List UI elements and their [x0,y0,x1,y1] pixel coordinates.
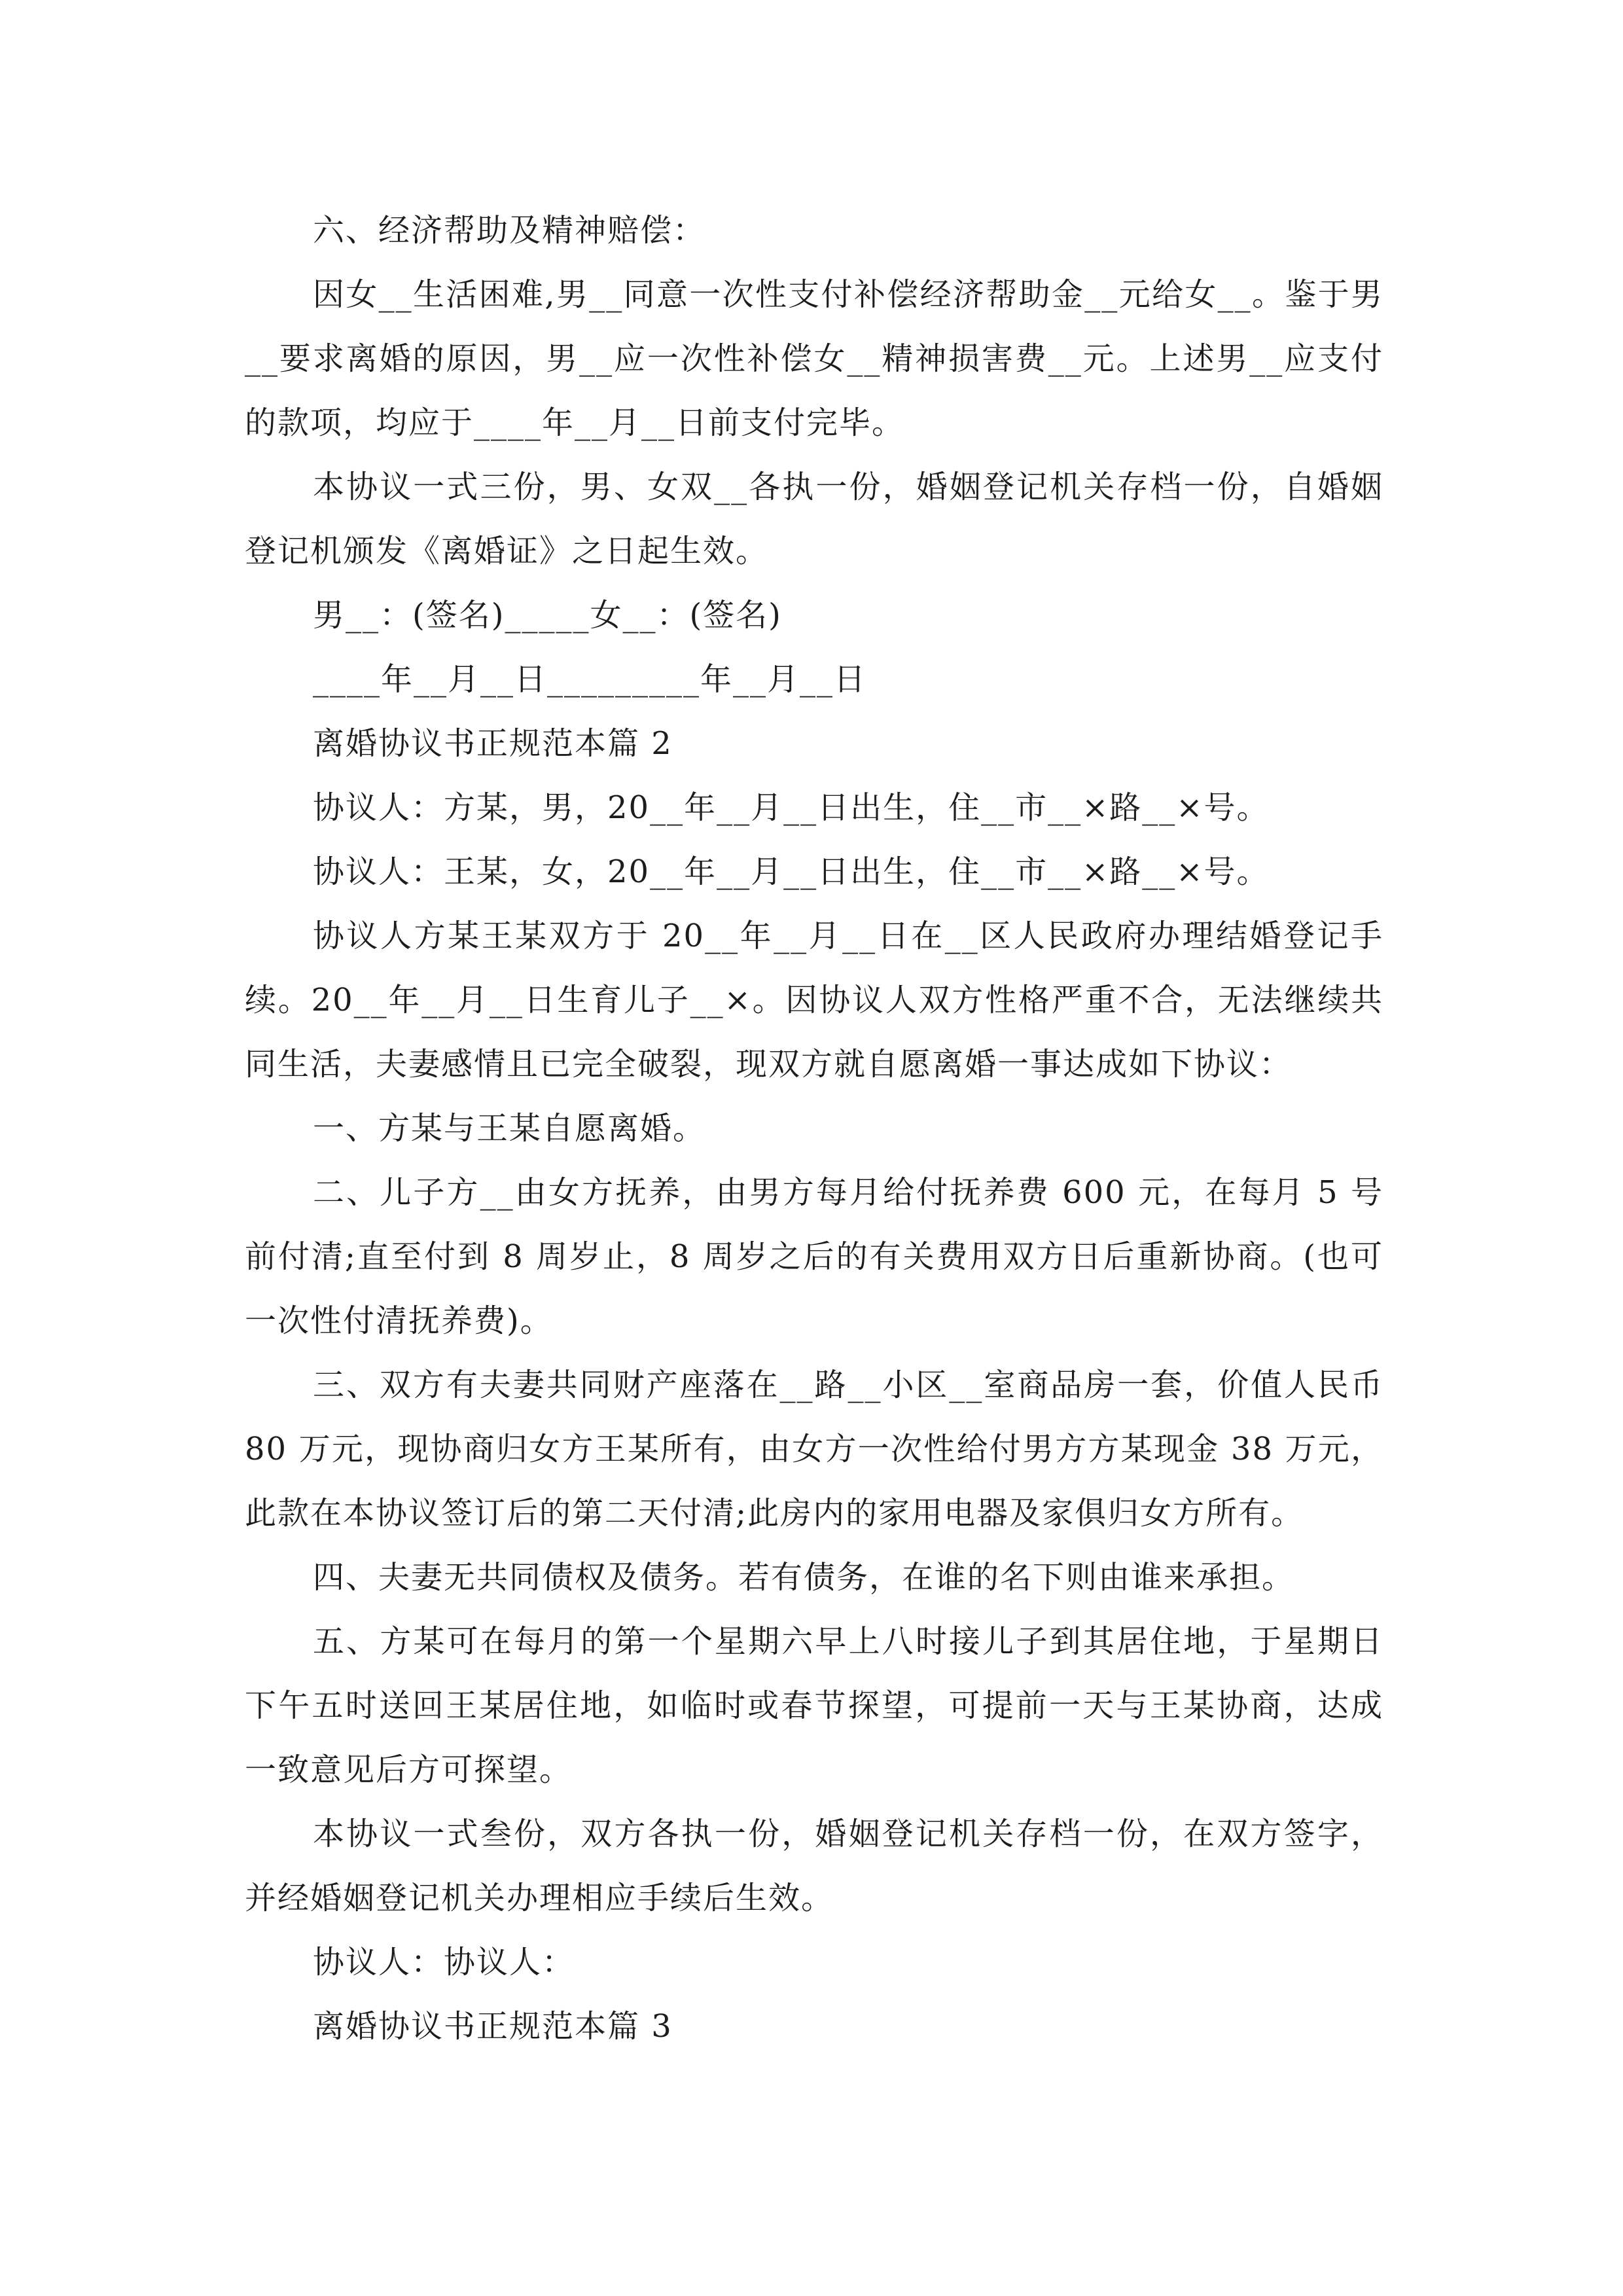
paragraph-agreement-copies: 本协议一式三份，男、女双__各执一份，婚姻登记机关存档一份，自婚姻登记机颁发《离婚证》之日起生效。 [245,469,1383,569]
clause-1: 一、方某与王某自愿离婚。 [313,1110,706,1147]
paragraph-effective-terms: 本协议一式叁份，双方各执一份，婚姻登记机关存档一份，在双方签字，并经婚姻登记机关办理相应手续后生效。 [245,1816,1383,1916]
party-signature-labels: 协议人：协议人： [313,1944,575,1981]
clause-5: 五、方某可在每月的第一个星期六早上八时接儿子到其居住地，于星期日下午五时送回王某居住地，如临时或春节探望，可提前一天与王某协商，达成一致意见后方可探望。 [245,1623,1383,1788]
party-wang: 协议人：王某，女，20__年__月__日出生，住__市__×路__×号。 [313,853,1270,890]
clause-3: 三、双方有夫妻共同财产座落在__路__小区__室商品房一套，价值人民币 80 万元，现协商归女方王某所有，由女方一次性给付男方方某现金 38 万元，此款在本协议签订后的第二天付清;此房内的家用电器及家俱归女方所有。 [245,1367,1383,1532]
clause-4: 四、夫妻无共同债权及债务。若有债务，在谁的名下则由谁来承担。 [313,1559,1295,1596]
template-title-2: 离婚协议书正规范本篇 2 [313,725,673,762]
template-title-3: 离婚协议书正规范本篇 3 [313,2008,673,2045]
signature-line: 男__：(签名)_____女__：(签名) [313,597,782,634]
document-body [245,198,1383,2058]
date-line: ____年__月__日_________年__月__日 [313,661,867,698]
paragraph-marriage-background: 协议人方某王某双方于 20__年__月__日在__区人民政府办理结婚登记手续。20__年__月__日生育儿子__×。因协议人双方性格严重不合，无法继续共同生活，夫妻感情且已完全破裂，现双方就自愿离婚一事达成如下协议： [245,918,1383,1083]
section-heading-economic-help: 六、经济帮助及精神赔偿： [313,212,706,249]
paragraph-economic-help-terms: 因女__生活困难,男__同意一次性支付补偿经济帮助金__元给女__。鉴于男__要求离婚的原因，男__应一次性补偿女__精神损害费__元。上述男__应支付的款项，均应于____年__月__日前支付完毕。 [245,276,1383,441]
clause-2: 二、儿子方__由女方抚养，由男方每月给付抚养费 600 元，在每月 5 号前付清;直至付到 8 周岁止，8 周岁之后的有关费用双方日后重新协商。(也可一次性付清抚养费)。 [245,1174,1383,1339]
party-fang: 协议人：方某，男，20__年__月__日出生，住__市__×路__×号。 [313,789,1270,826]
